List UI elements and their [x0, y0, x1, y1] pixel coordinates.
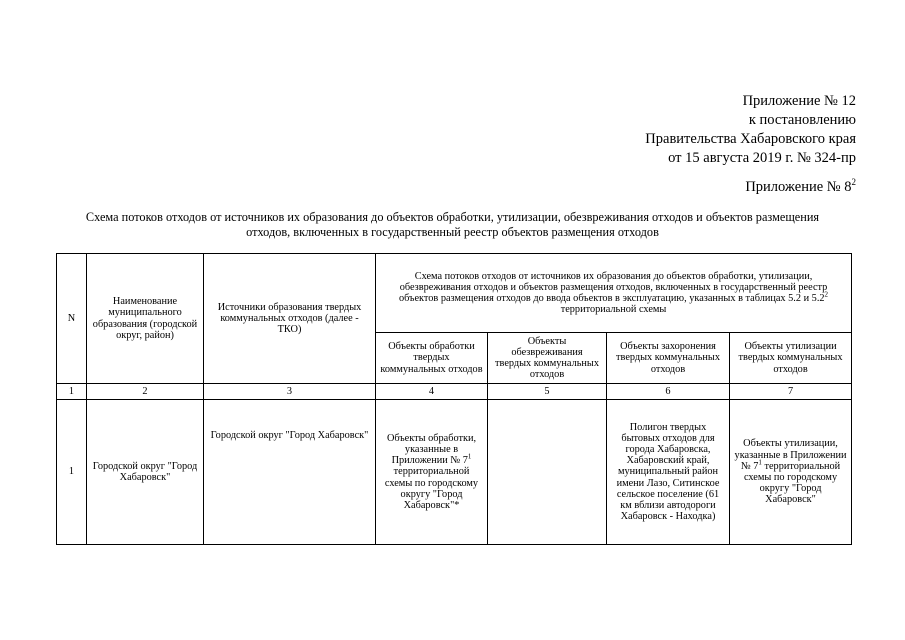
header-scheme: Схема потоков отходов от источников их образования до объектов обработки, утилизации, обезвреживания отходов и объектов размещения отходов, включенных в государственный реестр объектов размещения отходов до ввода объектов в эксплуатацию, указанных в таблицах 5.2 и $5.2^2$ территориальной схемы — [376, 254, 852, 333]
document-title — [40, 210, 865, 239]
header-line: Правительства Хабаровского края — [645, 131, 856, 147]
column-number: 2 — [87, 384, 204, 400]
title-line-2: отходов, включенных в государственный реестр объектов размещения отходов — [246, 224, 659, 239]
header-line: от 15 августа 2019 г. № 324-пр — [668, 150, 856, 166]
header-n: N — [57, 254, 87, 384]
row-source: Городской округ "Город Хабаровск" — [204, 400, 376, 545]
header-line: к постановлению — [748, 112, 856, 128]
column-number-row — [57, 384, 852, 400]
column-number: 1 — [57, 384, 87, 400]
header-line: Приложение № 12 — [742, 93, 856, 109]
row-municipality: Городской округ "Город Хабаровск" — [87, 400, 204, 545]
appendix-superscript: 2 — [851, 177, 856, 187]
waste-flow-table — [56, 253, 852, 545]
row-burial: Полигон твердых бытовых отходов для города Хабаровска, Хабаровский край, муниципальный район имени Лазо, Ситинское сельское поселение (61 км вблизи автодороги Хабаровск - Находка) — [607, 400, 730, 545]
column-number: 7 — [730, 384, 852, 400]
row-processing: Объекты обработки, указанные в Приложении № $7^1$ территориальной схемы по городскому округу "Город Хабаровск"* — [376, 400, 488, 545]
header-processing: Объекты обработки твердых коммунальных отходов — [376, 333, 488, 384]
row-neutralization — [488, 400, 607, 545]
column-number: 4 — [376, 384, 488, 400]
table-row — [57, 400, 852, 545]
header-municipality: Наименование муниципального образования (городской округ, район) — [87, 254, 204, 384]
title-line-1: Схема потоков отходов от источников их образования до объектов обработки, утилизации, обезвреживания отходов и объектов размещения — [85, 210, 820, 224]
column-number: 3 — [204, 384, 376, 400]
header-utilization: Объекты утилизации твердых коммунальных отходов — [730, 333, 852, 384]
header-sources: Источники образования твердых коммунальных отходов (далее - ТКО) — [204, 254, 376, 384]
appendix-number: Приложение № $8^2$ — [745, 177, 856, 195]
column-number: 5 — [488, 384, 607, 400]
table-header-row — [57, 254, 852, 333]
row-utilization: Объекты утилизации, указанные в Приложении № $7^1$ территориальной схемы по городскому округу "Город Хабаровск" — [730, 400, 852, 545]
row-n: 1 — [57, 400, 87, 545]
appendix-header — [645, 92, 856, 168]
column-number: 6 — [607, 384, 730, 400]
header-burial: Объекты захоронения твердых коммунальных отходов — [607, 333, 730, 384]
header-neutralization: Объекты обезвреживания твердых коммунальных отходов — [488, 333, 607, 384]
